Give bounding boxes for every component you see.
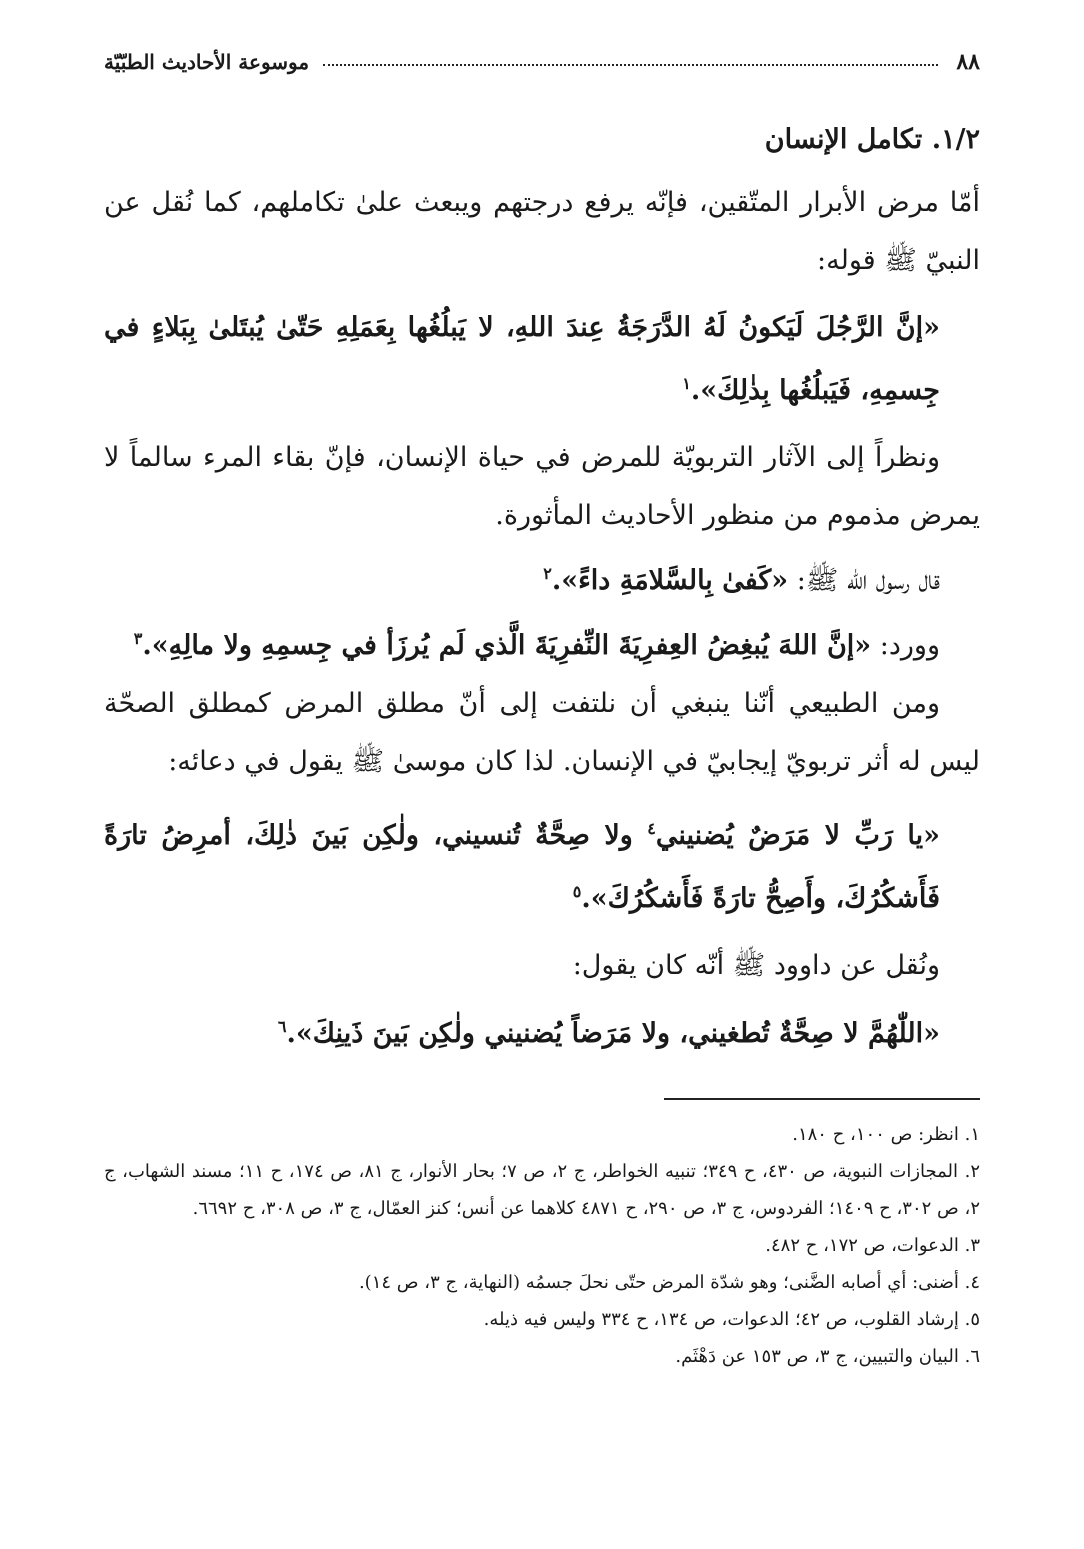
footnote-3 bbox=[104, 1227, 980, 1264]
footnote-text: المجازات النبوية، ص ٤٣٠، ح ٣٤٩؛ تنبيه الخواطر، ج ٢، ص ٧؛ بحار الأنوار، ج ٨١، ص ١٧٤، ح ١١؛ مسند الشهاب، ج ٢، ص ٣٠٢، ح ١٤٠٩؛ الفردوس، ج ٣، ص ٢٩٠، ح ٤٨٧١ كلاهما عن أنس؛ كنز العمّال، ج ٣، ص ٣٠٨، ح ٦٦٩٢. bbox=[104, 1161, 980, 1219]
footnote-number: ٣. bbox=[964, 1235, 980, 1256]
paragraph-4-lead: وورد: bbox=[871, 630, 940, 661]
section-heading: ١/٢. تكامل الإنسان bbox=[764, 124, 980, 155]
footnote-ref-5: ٥ bbox=[572, 882, 582, 901]
running-title: موسوعة الأحاديث الطبّيّة bbox=[104, 50, 310, 74]
paragraph-4 bbox=[104, 610, 980, 675]
footnote-number: ٤. bbox=[964, 1272, 980, 1293]
footnote-text: البيان والتبيين، ج ٣، ص ١٥٣ عن دَهْثَم. bbox=[675, 1346, 959, 1367]
prayer-quote-dawud-text: «اللّٰهُمَّ لا صِحَّةٌ تُطغيني، ولا مَرَضاً يُضنيني ولٰكِن بَينَ ذَينِكَ». bbox=[286, 1018, 940, 1049]
footnote-5 bbox=[104, 1301, 980, 1338]
prayer-quote-musa bbox=[104, 801, 940, 927]
footnote-text: الدعوات، ص ١٧٢، ح ٤٨٢. bbox=[765, 1235, 959, 1256]
footnote-text: إرشاد القلوب، ص ٤٢؛ الدعوات، ص ١٣٤، ح ٣٣٤ وليس فيه ذيله. bbox=[483, 1309, 959, 1330]
footnote-text: أضنى: أي أصابه الضَّنى؛ وهو شدّة المرض حتّى نحلَ جسمُه (النهاية، ج ٣، ص ١٤). bbox=[358, 1272, 959, 1293]
footnote-ref-2: ٢ bbox=[543, 564, 552, 583]
footnote-6 bbox=[104, 1338, 980, 1375]
footnote-number: ٢. bbox=[964, 1161, 981, 1182]
paragraph-5: ومن الطبيعي أنّنا ينبغي أن نلتفت إلى أنّ مطلق المرض كمطلق الصحّة ليس له أثر تربويّ إيجابيّ في الإنسان. لذا كان موسىٰ ﷺ يقول في دعائه: bbox=[104, 688, 980, 777]
prayer-quote-musa-text-a: «يا رَبِّ لا مَرَضٌ يُضنيني bbox=[655, 820, 941, 851]
footnote-1 bbox=[104, 1116, 980, 1153]
prayer-quote-musa-text-b: ولا صِحَّةٌ تُنسيني، ولٰكِن بَينَ ذٰلِكَ، أمرِضُ تارَةً فَأَشكُرُكَ، وأَصِحُّ تارَةً فَأَشكُرُكَ». bbox=[104, 820, 940, 914]
running-header bbox=[104, 44, 980, 80]
footnote-number: ٦. bbox=[964, 1346, 980, 1367]
footnote-2 bbox=[104, 1153, 980, 1227]
paragraph-2: ونظراً إلى الآثار التربويّة للمرض في حياة الإنسان، فإنّ بقاء المرء سالماً لا يمرض مذموم من منظور الأحاديث المأثورة. bbox=[104, 442, 980, 531]
paragraph-3 bbox=[104, 545, 980, 610]
footnotes bbox=[104, 1116, 980, 1375]
prayer-quote-dawud bbox=[104, 999, 940, 1062]
footnote-number: ٥. bbox=[964, 1309, 980, 1330]
footnote-text: انظر: ص ١٠٠، ح ١٨٠. bbox=[792, 1124, 959, 1145]
paragraph-6: ونُقل عن داوود ﷺ أنّه كان يقول: bbox=[572, 950, 940, 981]
footnote-ref-1: ١ bbox=[682, 374, 691, 393]
dotted-leader bbox=[323, 64, 938, 66]
footnote-ref-4: ٤ bbox=[647, 819, 656, 838]
paragraph-1: أمّا مرض الأبرار المتّقين، فإنّه يرفع درجتهم ويبعث علىٰ تكاملهم، كما نُقل عن النبيّ ﷺ قوله: bbox=[104, 187, 980, 276]
paragraph-3-lead: قال رسول الله ﷺ: bbox=[788, 565, 940, 596]
hadith-quote-1 bbox=[104, 300, 940, 419]
hadith-quote-1-text: «إنَّ الرَّجُلَ لَيَكونُ لَهُ الدَّرَجَةُ عِندَ اللهِ، لا يَبلُغُها بِعَمَلِهِ حَتّىٰ يُبتَلىٰ بِبَلاءٍ في جِسمِهِ، فَيَبلُغُها بِذٰلِكَ». bbox=[104, 312, 940, 406]
main-text bbox=[104, 116, 980, 1072]
page-number: ٨٨ bbox=[956, 49, 980, 75]
hadith-inline-quote-2: «كَفىٰ بِالسَّلامَةِ داءً». bbox=[551, 565, 789, 596]
footnote-separator bbox=[664, 1098, 980, 1100]
hadith-inline-quote-3: «إنَّ اللهَ يُبغِضُ العِفرِيَةَ النِّفرِيَةَ الَّذي لَم يُرزَأ في جِسمِهِ ولا مالِهِ». bbox=[142, 630, 872, 661]
footnote-4 bbox=[104, 1264, 980, 1301]
footnote-ref-6: ٦ bbox=[277, 1017, 287, 1036]
footnote-ref-3: ٣ bbox=[133, 629, 143, 648]
footnote-number: ١. bbox=[964, 1124, 980, 1145]
